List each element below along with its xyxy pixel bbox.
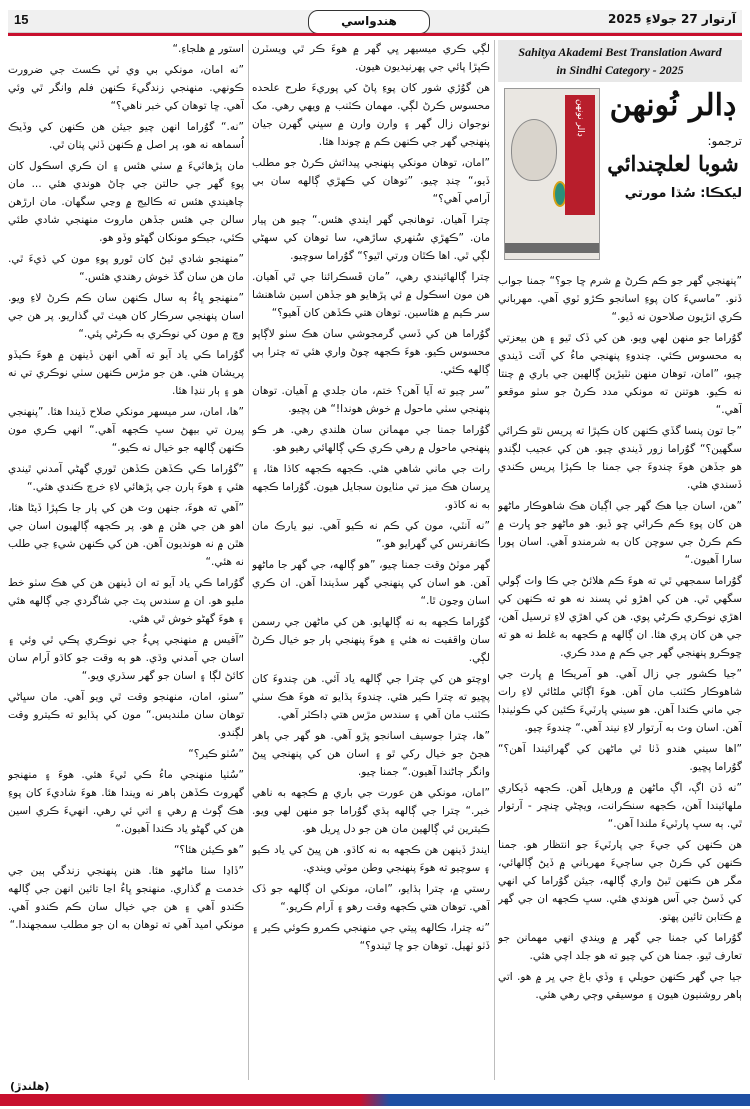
article-paragraph: رستي ۾، چترا ٻڌايو، ”امان، مونکي ان ڳالهه جو ڏک آهي. توهان هتي ڪجهه وقت رهو ۽ آرام ڪريو.“ <box>252 883 490 913</box>
article-paragraph: گوُراما ڪي ياد آيو ته آهي انهن ڏينهن ۾ هوءَ ڪيڏو پريشان هئي. هن جو مڙس ڪنهن سٺي نوڪري تي نه هو ۽ ٻار ننڍا هئا. <box>8 349 244 397</box>
issue-date: آرتوار 27 جولاءِ 2025 <box>608 12 736 26</box>
page-header <box>8 10 742 33</box>
article-paragraph: ”سر چيو ته آيا آهن؟ ختم، مان جلدي ۾ آهيان. توهان پنهنجي سٺي ماحول ۾ خوش هوندا!“ هن پڇيو. <box>252 385 490 415</box>
article-paragraph: ”ها، چترا جوسيف اسانجو پڙو آهي. هو گهر جي ٻاهر هجڻ جو خيال رکي ٿو ۽ اسان هن کي پنهنجي ڀيڻ وانگر ڄاڻندا آهيون.“ جمنا چيو. <box>252 730 490 778</box>
article-paragraph: گوُراما ڪجهه به نه ڳالهايو. هن کي ماڻهن جي رسمن سان واقفيت نه هئي ۽ هوءَ پنهنجي ٻار جو خيال ڪرڻ لڳي. <box>252 616 490 664</box>
article-paragraph: گهر موٽڻ وقت جمنا چيو، ”هو ڳالهه، جي گهر جا ماڻهو آهن. هو اسان کي پنهنجي گهر سڏيندا آهن. ان ڪري اسان وڃون ٿا.“ <box>252 559 490 607</box>
book-cover-image <box>504 88 600 260</box>
masthead-logo: هندواسي <box>308 10 430 34</box>
article-paragraph: ”منهنجو شادي ٿيڻ کان ٿورو پوءِ مون کي ڌيءَ ٿي. مان هن سان گڏ خوش رهندي هئس.“ <box>8 253 244 283</box>
award-header <box>498 40 742 266</box>
article-paragraph: ”پنهنجي گهر جو ڪم ڪرڻ ۾ شرم ڇا جو؟“ جمنا جواب ڏنو. ”ماسيءَ کان پوءِ اسانجو ڪڙو ٽوي آهي. مهرباني ڪري انڙيون صلاحون نه ڏيو.“ <box>498 275 742 323</box>
article-paragraph: گوُراما سمجهي ٿي ته هوءَ ڪم هلائڻ جي ڪا واٽ ڳولي سگهي ٿي. هن کي اهڙو ئي پسند نه هو ته ڪنهن کي اهڙي نوڪري ڪرڻي پوي. هن کي اهڙي لاءِ ترسيل آهن، جي هن کان پري هئا. ان ڳالهه ۾ ڪجهه به غلط نه هو ته ڇوڪرو پنهنجي گهر جي ڪم ۾ مدد ڪري. <box>498 575 742 659</box>
book-cover-title-text: ڊالر نونهن <box>575 99 585 137</box>
column-rule-left <box>248 40 249 1080</box>
translator-name: شوبا لعلچندائي <box>607 151 739 176</box>
page-number: 15 <box>14 12 29 27</box>
award-banner-line1: Sahitya Akademi Best Translation Award <box>518 45 722 59</box>
article-paragraph: ”نه آنٽي، مون کي ڪم نه ڪيو آهي. نيو يارڪ مان ڪانفرنس کي گهرايو هو.“ <box>252 520 490 550</box>
article-paragraph: ”امان، توهان مونکي پنهنجي پيدائش ڪرڻ جو مطلب ڏيو،“ چنڊ چيو. ”توهان کي ڪهڙي ڳالهه سان بي آرامي آهي؟“ <box>252 157 490 205</box>
article-paragraph: ”هو ڪيئن هئا؟“ <box>173 844 244 856</box>
article-paragraph: ”نه.“ گوُراما انهن چيو جيئن هن ڪنهن کي وڏيڪ اُسماهه نه هو، پر اصل ۾ ڪنهن ڏٺي پٺان ٿي. <box>8 121 244 151</box>
article-paragraph: هن گوُڙي شور کان پوءِ پاڻ کي پوريءَ طرح علحده محسوس ڪرڻ لڳي. مهمان ڪٽنب ۾ ويهي رهي. مک نوجوان زال گهر ۽ وارن وارن ۾ سڀني گهرن جيان پنهنجي گهر جي ڪنهن ڪم ۾ چوندا هئا. <box>252 82 490 148</box>
article-paragraph: لڳي ڪري ميسيهر ڀي گهر ۾ هوءَ ڪر ٿي ويسٽرن ڪپڙا پائي جي پهرنيديون هيون. <box>252 43 490 73</box>
article-paragraph: گوُراما جو منهن لهي ويو. هن کي ڏک ٿيو ۽ هن بيعزتي به محسوس ڪئي. چندوءِ پنهنجي ماءُ کي آٿت ڏيندي چيو، ”امان، توهان منهن نٽيڙين ڳالهين جي باري ۾ چنتا نه ڪيو. هوتنن ته مونکي مدد ڪرڻ جو سٺو موقعو آهي.“ <box>498 332 742 416</box>
article-paragraph: اوچتو هن کي چترا جي ڳالهه ياد آئي. هن چندوءَ کان پڇيو ته چترا ڪير هئي. چندوءَ ٻڌايو ته هوءَ هڪ سٺي ڪٽنب مان آهي ۽ سندس مڙس هتي ڊاڪٽر آهي. <box>252 673 490 721</box>
article-paragraph: ”ڏاڍا سٺا ماڻهو هئا. هنن پنهنجي زندگي ٻين جي خدمت ۾ گذاري. منهنجو ڀاءُ اڃا تائين انهن جي ڳالهه ڪندو آهي ۽ هن جي خيال سان ڪم ڪندو آهي. مونکي اميد آهي ته توهان به ان جو مطلب سمجهندا.“ <box>8 865 244 931</box>
article-paragraph: ”سُٺيا منهنجي ماءُ ڪي ٿيءَ هئي. هوءَ ۽ منهنجو گهروٽ ڪڏهن ٻاهر نه ويندا هئا. هوءَ شاديءَ کان پوءِ هڪ ڳوٺ ۾ رهي ۽ اتي ئي رهي. انهيءَ ڪري اسين هن کي گهڻو ياد ڪندا آهيون.“ <box>8 769 244 835</box>
article-paragraph: ”ها، امان، سر ميسهر مونکي صلاح ڏيندا هئا. ”پنهنجي پيرن تي بيهڻ سڀ ڪجهه آهي.“ انهي ڪري مون ڪنهن ڳالهه جو خيال نه ڪيو.“ <box>8 406 244 454</box>
article-paragraph: ”نه امان، مونکي بي وي ٽي ڪسٽ جي ضرورت ڪونهي. منهنجي زندگيءَ ڪنهن فلم وانگر ٿي وئي آهي. ڇا توهان کي خبر ناهي؟“ <box>8 64 244 112</box>
book-cover-title <box>565 95 595 215</box>
book-cover-face <box>511 119 557 181</box>
article-paragraph: گوُراما جمنا جي مهمانن سان هلندي رهي. هر ڪو پنهنجي ماحول ۾ رهي ڪري ڪي ڳالهائي رهيو هو. <box>252 424 490 454</box>
article-paragraph: ”جا تون پنسا گڏي ڪنهن کان ڪپڙا ته پريس نٿو ڪرائي سگهين؟“ گوُراما زور ڏيندي چيو. هن کي عجيب لڳندو هو جڏهن هوءَ چندوءَ جي جمنا جا ڪپڙا پريس ڪندي ڏسندي هئي. <box>498 425 742 491</box>
article-column-left <box>8 40 244 1080</box>
article-paragraph: ”سُٺو ڪير؟“ <box>188 748 244 760</box>
article-paragraph: چترا آهيان. توهانجي گهر ايندي هئس.“ چيو هن پيار مان. ”ڪهڙي سُنهري ساڙهي، سا توهان کي سهڻي لڳي ٿي. اها ڪٿان ورتي اٿيو؟“ گوُراما سوچيو. <box>252 214 490 262</box>
footer-bar <box>0 1094 750 1106</box>
article-paragraph: ”آهي ته هوءَ، جنهن وٽ هن کي ٻار جا ڪپڙا ڏيڻا هئا، اهو هن جي هٿن ۾ هو. پر ڪجهه ڳالهيون اسان جي هٿن ۾ نه هونديون آهن. هن کي ڪنهن شيءِ جي طلب نه هئي.“ <box>8 502 244 568</box>
article-paragraph: هن ڪنهن کي جيءَ جي پارٽيءَ جو انتظار هو. جمنا ڪنهن کي ڪرڻ جي ساڄيءَ مهرباني ۾ ڏيڻ ڳالهائي، مگر هن ڪنهن ٿيڻ واري ڳالهه، جيئن گوُراما کي انهي کي ڏسڻ جي آس هوندي هئي. سڀ ڪجهه ان جي گهر ۾ ڪتابن تائين پهتو. <box>498 839 742 923</box>
article-column-middle <box>252 40 490 1080</box>
article-paragraph: ”جيا ڪشور جي زال آهي. هو آمريڪا ۾ ڀارت جي شاهوڪار ڪٽنب مان آهن. هوءَ اڳاٽي ملڻائي لاءِ رات جي ماني ڪندا آهن. هو سيني پارٽيءَ ڪئين کي ڪوٺينڊا آهن. اسان وٽ به آرتوار لاءِ نيند آهي.“ چندوءَ چيو. <box>498 668 742 734</box>
translator-label: ترجمو: <box>707 134 742 148</box>
article-column-right <box>498 272 742 1080</box>
article-paragraph: ”آقيس ۾ منهنجي پيءُ جي نوڪري پڪي ٿي وئي ۽ اسان جي آمدني وڌي. هو ٻه وقت جو کاڌو آرام سان کائڻ لڳا ۽ اسان جو گهر سڌري ويو.“ <box>8 634 244 682</box>
article-paragraph: مان پڙهائيءَ ۾ سٺي هئس ۽ ان ڪري اسڪول کان پوءِ گهر جي حالتن جي ڄاڻ هوندي هئي ... مان چاهيندي هئس ته ڪاليج ۾ وڃي سگهان. مان ارڙهن سالن جي هئس جڏهن ماروٽ منهنجي شادي طئي ڪئي، جيڪو مونکان گهڻو وڏو هو. <box>8 160 244 244</box>
article-paragraph: گوُراما هن کي ڏسي گرمجوشي سان هڪ سٺو لاڳاپو محسوس ڪيو. هوءَ ڪجهه چوڻ واري هئي ته چترا ٻي ڳالهه ڪئي. <box>252 328 490 376</box>
article-paragraph: ”نه چترا، ڪالهه پيتي جي منهنجي ڪمرو ڪوئي ڪير ۽ ڏٺو ٺهيل. توهان جو ڇا ٿيندو؟“ <box>252 922 490 952</box>
column-rule-right <box>494 40 495 1080</box>
article-paragraph: ”اها سيني هندو ڏٺا ٿي ماڻهن کي گهرائيندا آهن؟“ گوُراما پڇيو. <box>498 743 742 773</box>
author-line: ليکڪا: سُڌا مورتي <box>624 186 742 201</box>
article-paragraph: ”گوُراما ڪي ڪڏهن ڪڏهن ٿوري گهڻي آمدني ٿيندي هئي ۽ هوءَ ٻارن جي پڙهائي لاءِ خرچ ڪندي هئي.“ <box>8 463 244 493</box>
article-paragraph: ”هن، اسان جيا هڪ گهر جي اڳيان هڪ شاهوڪار ماڻهو هن کان پوءِ ڪم ڪرائي ڇو ڏيو. هو ماڻهو جو ڀارت ۾ ڪم ڪرڻ جي سوچن کان به شرمندو آهي. اسان پورا سارا آهيون.“ <box>498 500 742 566</box>
award-banner-line2: in Sindhi Category - 2025 <box>556 63 684 77</box>
article-paragraph: ”امان، مونکي هن عورت جي باري ۾ ڪجهه به ناهي خبر.“ چترا جي ڳالهه ٻڌي گوُراما جو منهن لهي ويو. ڪيترين ئي ڳالهين مان هن جو دل ڀريل هو. <box>252 787 490 835</box>
article-paragraph: ”نه ڏن اڳ، اڳ ماڻهن ۾ ورهايل آهن. ڪجهه ڏيکاري ملهائيندا آهن، ڪجهه سنڪرانت، ويچڻي ڇنڇر - آرتوار ٿي. ٻه سڀ پارٽيءَ ملندا آهن.“ <box>498 782 742 830</box>
award-banner <box>498 40 742 82</box>
header-divider <box>8 33 742 36</box>
article-paragraph: استور ۾ هلجاءِ.“ <box>172 43 244 55</box>
article-paragraph: رات جي ماني شاهي هئي. ڪجهه ڪجهه کاڌا هئا، ۽ ڀرسان هڪ ميز تي مٺايون سجايل هيون. گوُراما ڪجهه به نه کاڌو. <box>252 463 490 511</box>
article-paragraph: ”سٺو، امان، منهنجو وقت ٿي ويو آهي. مان سڀاڻي توهان سان ملنديس.“ مون کي ٻڌايو ته ڪيترو وقت لڳندو. <box>8 691 244 739</box>
book-cover-band <box>505 243 599 253</box>
article-paragraph: ”منهنجو ڀاءُ ٻه سال ڪنهن سان ڪم ڪرڻ لاءِ ويو. اسان پنهنجي سرڪار کان هيٺ ٿي گذاريو. پر هن جي وچ ۾ مون کي نوڪري به ڪرڻي پئي.“ <box>8 292 244 340</box>
article-paragraph: چترا ڳالهائيندي رهي، ”مان ڦسڪرائنا جي ٿي آهيان. هن مون اسڪول ۾ ئي پڙهايو هو جڏهن اسين شاهنشا سر ڪيم ۾ هئاسين. توهان هتي ڪڏهن کان آهيو؟“ <box>252 271 490 319</box>
article-paragraph: ايندڙ ڏينهن هن ڪجهه به نه کاڌو. هن ڀيڻ کي ياد ڪيو ۽ سوچيو ته هوءَ پنهنجي وطن موٽي ويندي. <box>252 844 490 874</box>
article-title: ڊالر نُونهن <box>609 88 737 123</box>
continued-label: (هلندڙ) <box>10 1080 50 1093</box>
article-paragraph: گوُراما کي جمنا جي گهر ۾ ويندي انهي مهمانن جو تعارف ٿيو. جمنا هن کي چيو ته هو جلد اچي هئي. <box>498 932 742 962</box>
article-paragraph: گوُراما ڪي ياد آيو ته ان ڏينهن هن کي هڪ سٺو خط مليو هو. ان ۾ سندس پٽ جي شاگردي جي ڳالهه هئي ۽ هوءَ گهڻو خوش ٿي هئي. <box>8 577 244 625</box>
article-paragraph: جيا جي گهر ڪنهن حويلي ۽ وڏي باغ جي ڀر ۾ هو. اتي ٻاهر روشنيون هيون ۽ موسيقي وڄي رهي هئي. <box>498 971 742 1001</box>
